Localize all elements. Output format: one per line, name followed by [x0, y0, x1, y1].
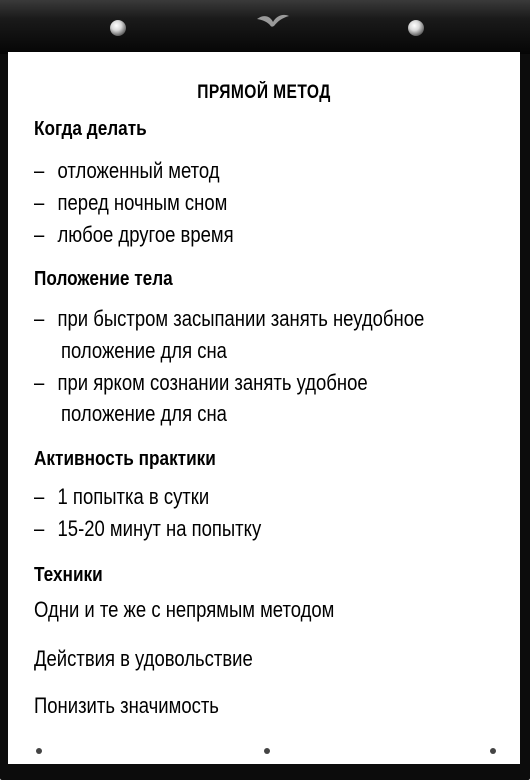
dash: – — [34, 158, 45, 183]
list-item-continuation: положение для сна — [61, 338, 227, 363]
section-heading-activity: Активность практики — [34, 448, 216, 470]
paper-sheet — [8, 52, 520, 764]
section-heading-techniques: Техники — [34, 564, 103, 586]
list-item: – при ярком сознании занять удобное — [34, 370, 368, 395]
pin-icon — [490, 748, 496, 754]
text-line: Одни и те же с непрямым методом — [34, 597, 335, 622]
dash: – — [34, 516, 45, 541]
list-item: – любое другое время — [34, 222, 234, 247]
dash: – — [34, 484, 45, 509]
left-bolt-icon — [110, 20, 126, 36]
text-line: Понизить значимость — [34, 693, 219, 718]
section-heading-when: Когда делать — [34, 118, 147, 140]
text-line: Действия в удовольствие — [34, 646, 253, 671]
dash: – — [34, 306, 45, 331]
list-item: – 15-20 минут на попытку — [34, 516, 262, 541]
section-heading-body-position: Положение тела — [34, 268, 173, 290]
right-bolt-icon — [408, 20, 424, 36]
board-top-bar — [0, 0, 530, 54]
list-item: – при быстром засыпании занять неудобное — [34, 306, 425, 331]
list-item: – перед ночным сном — [34, 190, 228, 215]
pin-icon — [36, 748, 42, 754]
dash: – — [34, 222, 45, 247]
dash: – — [34, 190, 45, 215]
pin-icon — [264, 748, 270, 754]
list-item: – 1 попытка в сутки — [34, 484, 210, 509]
page-title: ПРЯМОЙ МЕТОД — [197, 82, 331, 103]
list-item: – отложенный метод — [34, 158, 220, 183]
bird-logo-icon — [256, 12, 290, 30]
dash: – — [34, 370, 45, 395]
list-item-continuation: положение для сна — [61, 401, 227, 426]
